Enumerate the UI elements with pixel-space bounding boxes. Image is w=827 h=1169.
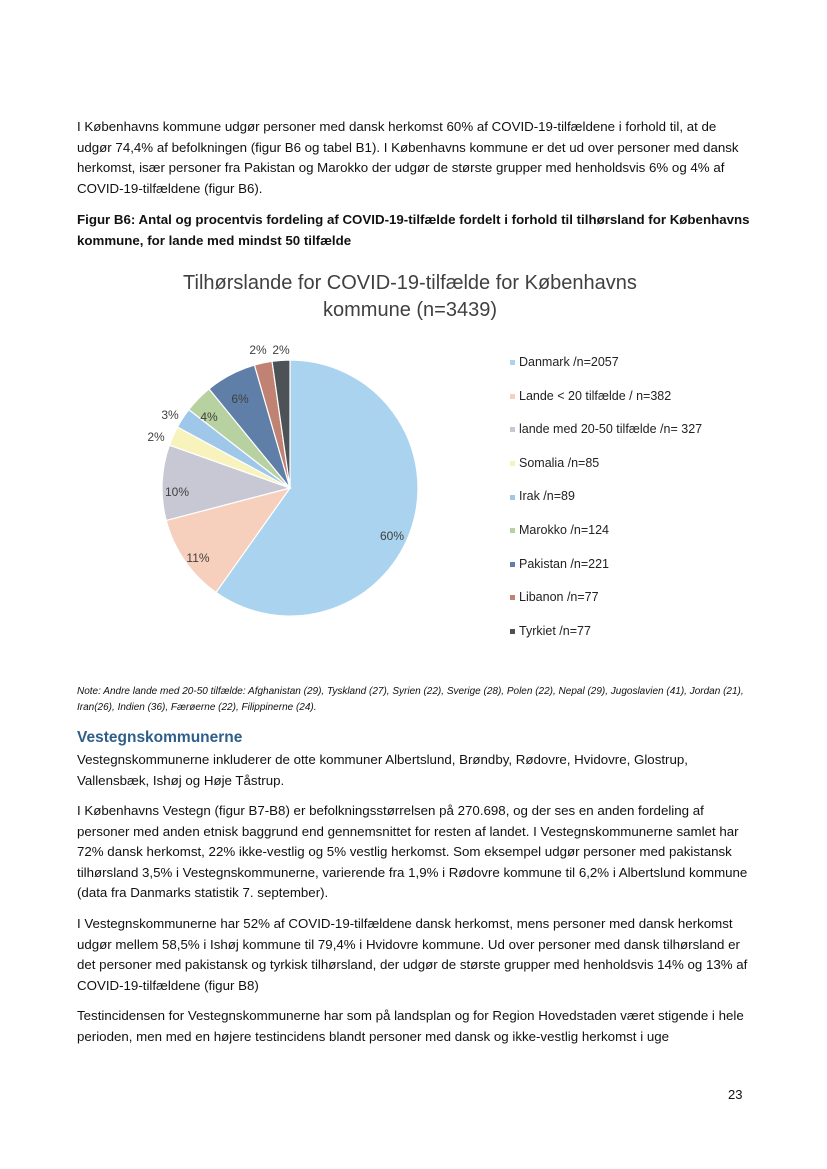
paragraph-vestegn-intro: Vestegnskommunerne inkluderer de otte kommuner Albertslund, Brøndby, Rødovre, Hvidovre, Glostrup, Vallensbæk, Ishøj og Høje Tåstrup. bbox=[77, 752, 688, 788]
section-heading: Vestegnskommunerne bbox=[77, 729, 243, 746]
legend-item bbox=[510, 355, 619, 369]
intro-paragraph: I Københavns kommune udgør personer med dansk herkomst 60% af COVID-19-tilfældene i forhold til, at de udgør 74,4% af befolkningen (figur B6 og tabel B1). I Københavns kommune er det ud over personer med dansk herkomst, især personer fra Pakistan og Marokko der udgør de største grupper med henholdsvis 6% og 4% af COVID-19-tilfældene (figur B6). bbox=[77, 119, 739, 196]
paragraph-population: I Københavns Vestegn (figur B7-B8) er befolkningsstørrelsen på 270.698, og der ses en anden fordeling af personer med anden etnisk baggrund end gennemsnittet for resten af landet. I Vestegnskommunerne samlet har 72% dansk herkomst, 22% ikke-vestlig og 5% vestlig herkomst. Som eksempel udgør personer med pakistansk tilhørsland 3,5% i Vestegnskommunerne, varierende fra 1,9% i Rødovre kommune til 6,2% i Albertslund kommune (data fra Danmarks statistik 7. september). bbox=[77, 803, 748, 900]
legend-item bbox=[510, 489, 575, 503]
pie-data-label: 6% bbox=[231, 392, 249, 406]
page-number: 23 bbox=[728, 1087, 743, 1102]
pie-data-label: 2% bbox=[147, 430, 165, 444]
chart-note: Note: Andre lande med 20-50 tilfælde: Afghanistan (29), Tyskland (27), Syrien (22), Sverige (28), Polen (22), Nepal (29), Jugoslavien (41), Jordan (21), Iran(26), Indien (36), Færøerne (22), Filippinerne (24). bbox=[77, 686, 744, 713]
pie-data-label: 2% bbox=[249, 343, 267, 357]
legend-label: Lande < 20 tilfælde / n=382 bbox=[519, 388, 672, 403]
legend-label: Somalia /n=85 bbox=[519, 455, 600, 470]
legend-swatch bbox=[510, 562, 515, 567]
legend-label: Irak /n=89 bbox=[519, 489, 575, 504]
legend-item bbox=[510, 422, 702, 436]
legend-item bbox=[510, 389, 671, 403]
legend-item bbox=[510, 456, 599, 470]
legend-label: Libanon /n=77 bbox=[519, 590, 599, 605]
legend-label: Tyrkiet /n=77 bbox=[519, 623, 591, 638]
pie-data-label: 2% bbox=[272, 343, 290, 357]
pie-data-label: 60% bbox=[379, 529, 405, 543]
pie-data-label: 10% bbox=[164, 485, 190, 499]
legend-label: Pakistan /n=221 bbox=[519, 556, 609, 571]
legend-label: Marokko /n=124 bbox=[519, 523, 609, 537]
legend-swatch bbox=[510, 360, 515, 365]
figure-caption: Figur B6: Antal og procentvis fordeling af COVID-19-tilfælde fordelt i forhold til tilhørsland for Københavns kommune, for lande med mindst 50 tilfælde bbox=[77, 212, 750, 248]
legend-swatch bbox=[510, 595, 515, 600]
paragraph-testincidence: Testincidensen for Vestegnskommunerne har som på landsplan og for Region Hovedstaden været stigende i hele perioden, men med en højere testincidens blandt personer med dansk og ikke-vestlig herkomst i uge bbox=[77, 1008, 744, 1044]
legend-item bbox=[510, 523, 609, 537]
legend-swatch bbox=[510, 629, 515, 634]
legend-swatch bbox=[510, 427, 515, 432]
legend-swatch bbox=[510, 461, 515, 466]
pie-data-label: 11% bbox=[186, 551, 210, 565]
legend-item bbox=[510, 557, 609, 571]
pie-data-label: 3% bbox=[161, 408, 179, 422]
chart-title: Tilhørslande for COVID-19-tilfælde for Københavns kommune (n=3439) bbox=[183, 272, 637, 321]
legend-label: lande med 20-50 tilfælde /n= 327 bbox=[519, 422, 703, 437]
paragraph-cases: I Vestegnskommunerne har 52% af COVID-19-tilfældene dansk herkomst, mens personer med dansk herkomst udgør mellem 58,5% i Ishøj kommune til 79,4% i Hvidovre kommune. Ud over personer med dansk tilhørsland er det personer med pakistansk og tyrkisk tilhørsland, der udgør de største grupper med henholdsvis 14% og 13% af COVID-19-tilfældene (figur B8) bbox=[77, 916, 748, 993]
legend-label: Danmark /n=2057 bbox=[519, 355, 619, 369]
legend-item bbox=[510, 590, 599, 604]
legend-swatch bbox=[510, 495, 515, 500]
pie-data-label: 4% bbox=[200, 410, 218, 424]
legend-swatch bbox=[510, 394, 515, 399]
legend-swatch bbox=[510, 528, 515, 533]
legend-item bbox=[510, 624, 591, 638]
